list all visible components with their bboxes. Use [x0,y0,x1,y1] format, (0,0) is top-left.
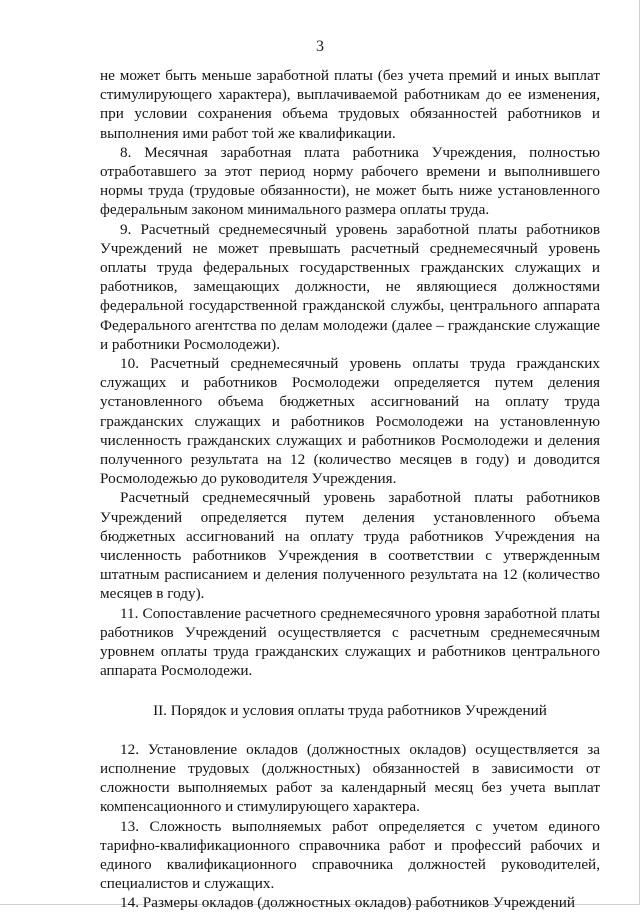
paragraph: 14. Размеры окладов (должностных окладов) работников Учреждений [120,894,575,912]
paragraph: 13. Сложность выполняемых работ определяется с учетом единого тарифно-квалификационного справочника работ и профессий рабочих и единого квалификационного справочника должностей руководителей, специалистов и служащих. [100,817,600,893]
paragraph: Расчетный среднемесячный уровень заработной платы работников Учреждений определяется путем деления установленного объема бюджетных ассигнований на оплату труда работников Учреждения на численность работников Учреждения в соответствии с утвержденным штатным расписанием и деления полученного результата на 12 (количество месяцев в году). [100,489,600,603]
paragraphs-after-section [100,740,600,913]
paragraph: 11. Сопоставление расчетного среднемесячного уровня заработной платы работников Учреждений осуществляется с расчетным среднемесячным уровнем оплаты труда гражданских служащих и работников центрального аппарата Росмолодежи. [100,604,600,680]
section-heading: II. Порядок и условия оплаты труда работников Учреждений [153,701,547,719]
paragraph: 9. Расчетный среднемесячный уровень заработной платы работников Учреждений не может превышать расчетный среднемесячный уровень оплаты труда федеральных государственных гражданских служащих и работников, замещающих должности, не являющиеся должностями федеральной государственной гражданской службы, центрального аппарата Федерального агентства по делам молодежи (далее – гражданские служащие и работники Росмолодежи). [100,220,600,353]
paragraph: 10. Расчетный среднемесячный уровень оплаты труда гражданских служащих и работников Росмолодежи определяется путем деления установленного объема бюджетных ассигнований на оплату труда гражданских служащих и работников Росмолодежи на установленную численность гражданских служащих и работников Росмолодежи и деления полученного результата на 12 (количество месяцев в году) и доводится Росмолодежью до руководителя Учреждения. [100,355,600,488]
paragraphs-before-section [100,66,600,681]
page-number: 3 [316,38,324,55]
paragraph: 8. Месячная заработная плата работника Учреждения, полностью отработавшего за этот период норму рабочего времени и выполнившего нормы труда (трудовые обязанности), не может быть ниже установленного федеральным законом минимального размера оплаты труда. [100,143,600,219]
paragraph: не может быть меньше заработной платы (без учета премий и иных выплат стимулирующего характера), выплачиваемой работникам до ее изменения, при условии сохранения объема трудовых обязанностей работников и выполнения ими работ той же квалификации. [100,67,600,142]
paragraph: 12. Установление окладов (должностных окладов) осуществляется за исполнение трудовых (должностных) обязанностей в зависимости от сложности выполняемых работ за календарный месяц без учета выплат компенсационного и стимулирующего характера. [100,740,600,816]
document-body [100,66,600,913]
